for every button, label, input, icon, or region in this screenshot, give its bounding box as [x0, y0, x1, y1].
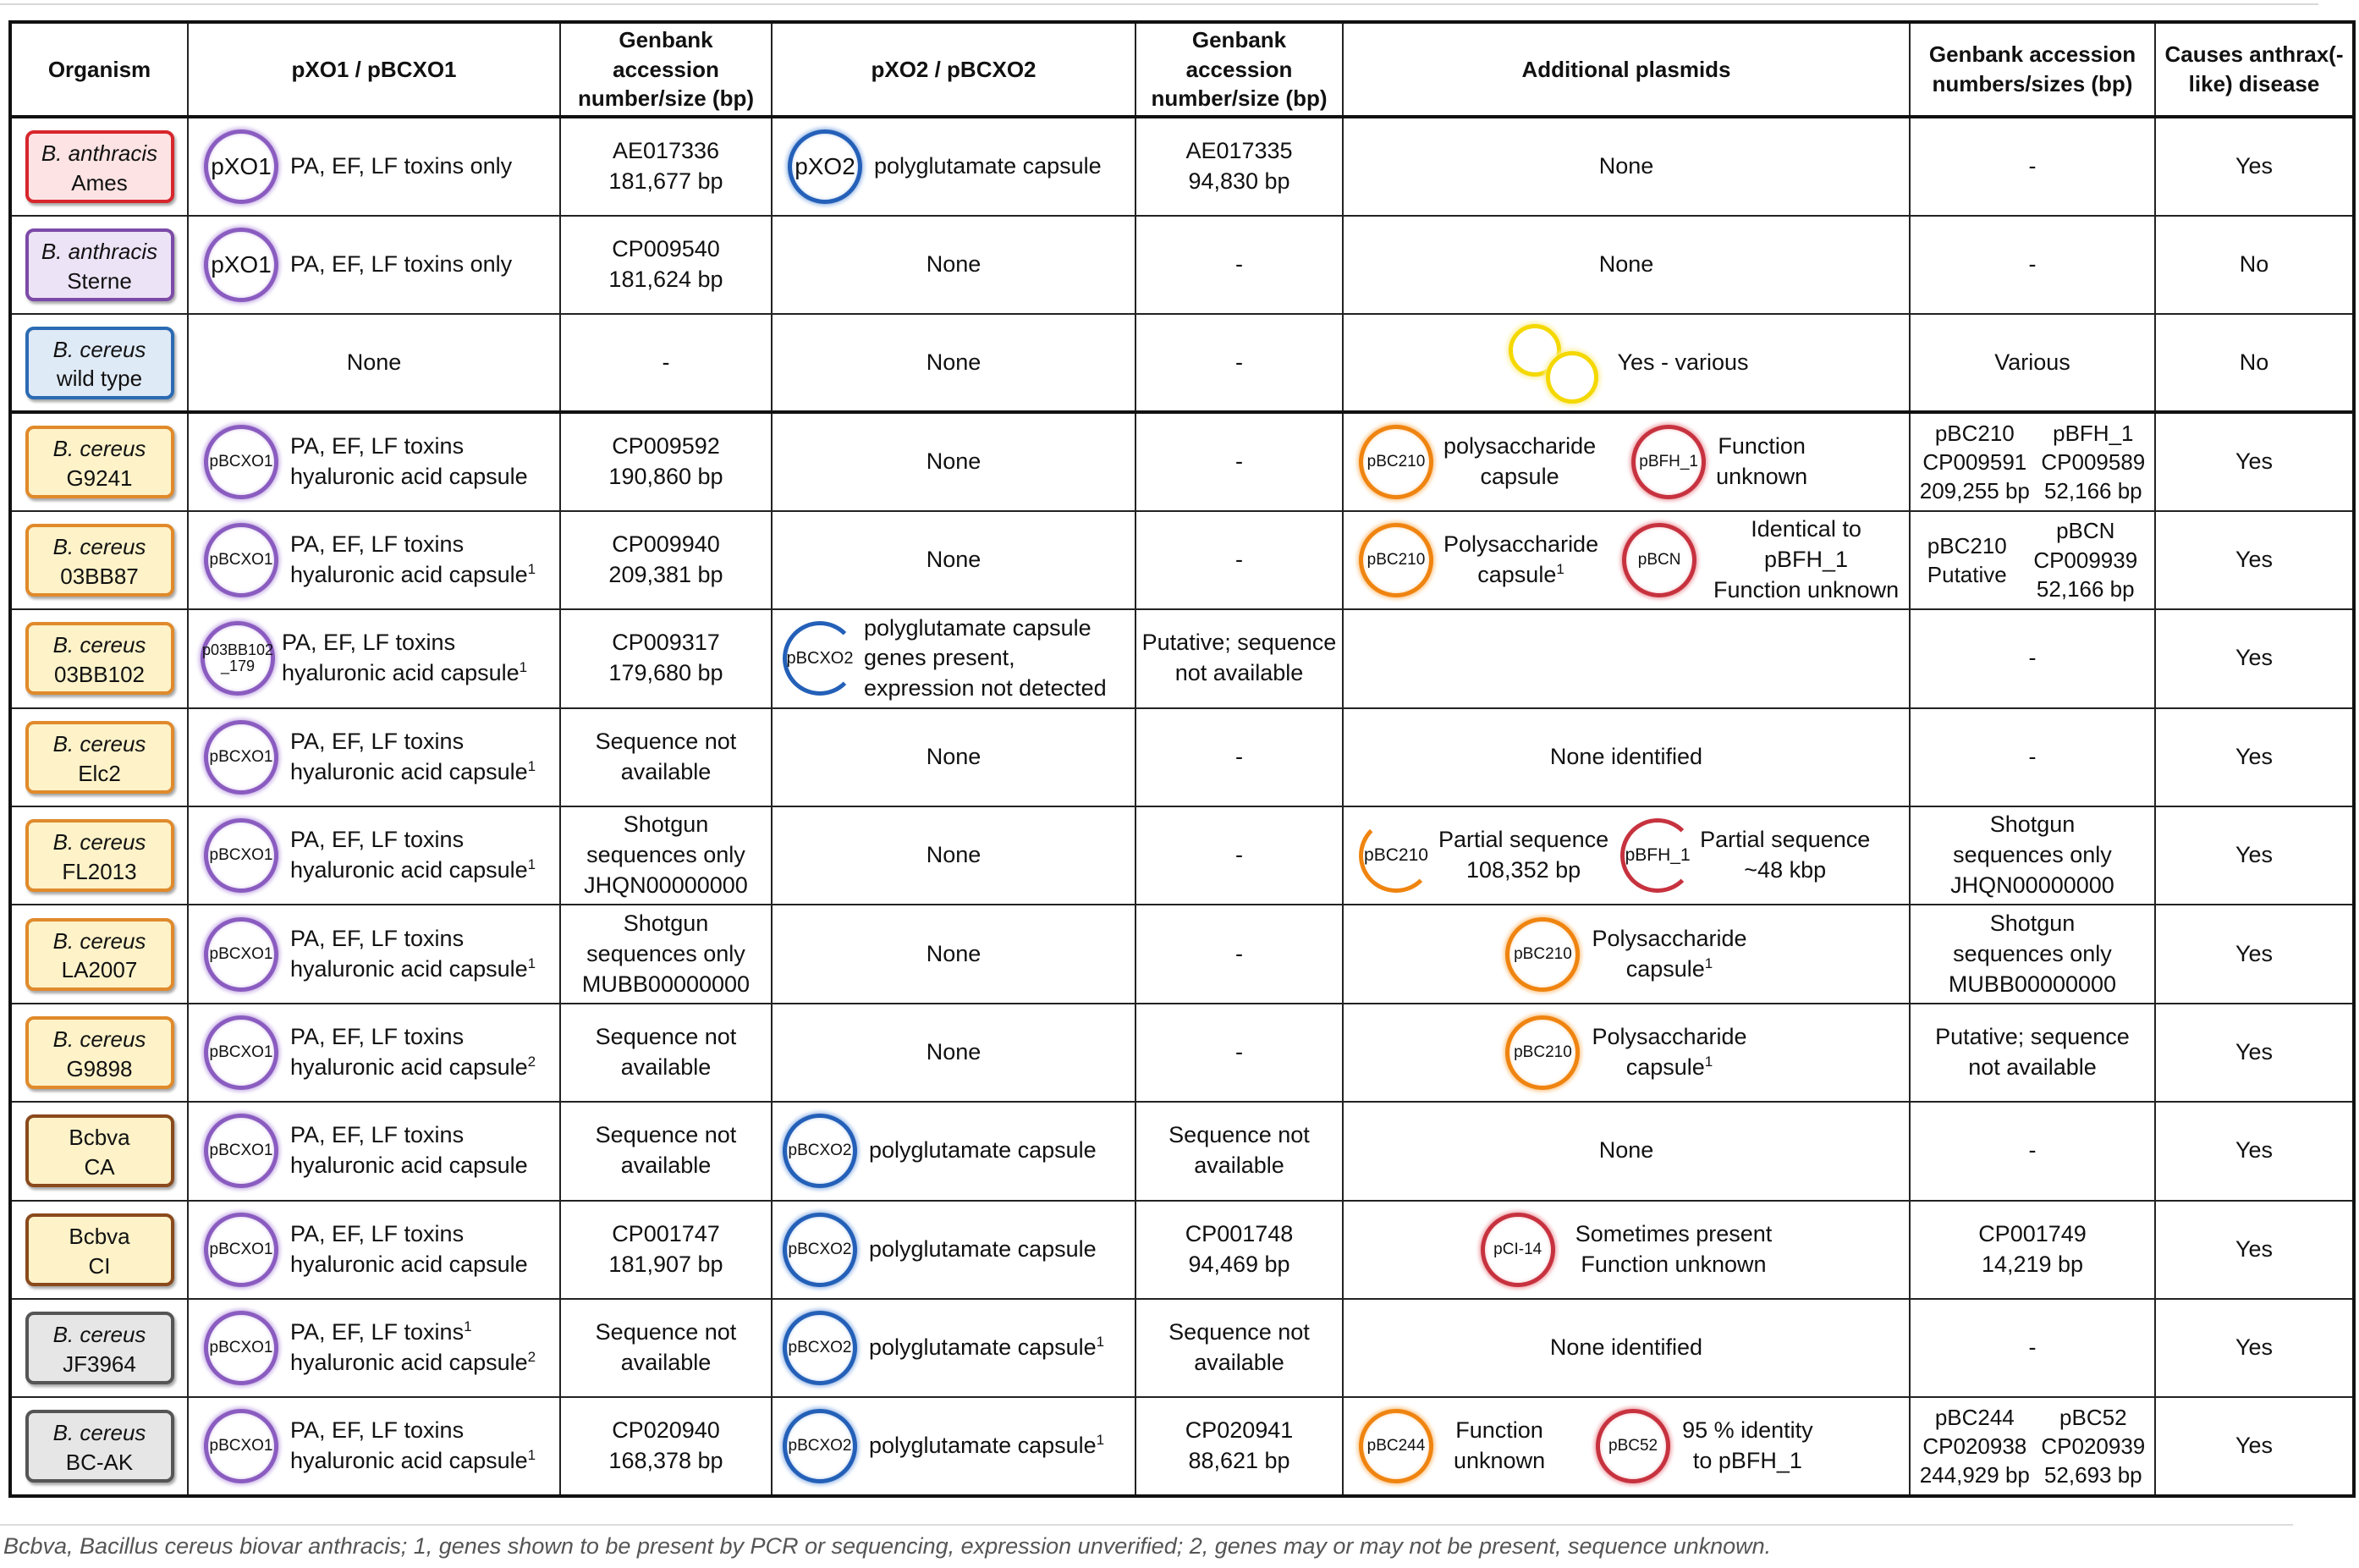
plasmid-circle: pBCXO1: [204, 1311, 278, 1385]
table-cell: No: [2155, 314, 2354, 412]
table-cell: None: [1343, 216, 1910, 314]
table-cell: [10, 216, 188, 314]
organism-badge: B. cereus JF3964: [25, 1312, 174, 1384]
table-row: [10, 1102, 2354, 1200]
table-cell: None: [772, 708, 1136, 806]
table-cell: None: [188, 314, 560, 412]
table-row: [10, 1397, 2354, 1496]
table-cell: pBC244 CP020938 244,929 bp pBC52 CP020939 52,693 bp: [1910, 1397, 2155, 1496]
table-cell: [10, 117, 188, 215]
table-cell: -: [1136, 1004, 1343, 1102]
plasmid-circle: p03BB102 _179: [201, 621, 275, 696]
organism-badge: B. cereus BC-AK: [25, 1410, 174, 1483]
table-cell: Yes: [2155, 1397, 2354, 1496]
table-cell: pXO2 polyglutamate capsule: [772, 117, 1136, 215]
table-cell: -: [1136, 314, 1343, 412]
organism-badge: B. cereus 03BB87: [25, 524, 174, 597]
table-cell: [10, 1299, 188, 1397]
organism-badge: Bcbva CA: [25, 1114, 174, 1187]
plasmid-circle: pBFH_1: [1620, 818, 1695, 893]
table-cell: Shotgun sequences only JHQN00000000: [1910, 806, 2155, 905]
table-cell: Yes: [2155, 1299, 2354, 1397]
table-cell: CP020941 88,621 bp: [1136, 1397, 1343, 1496]
table-cell: pBCXO1 PA, EF, LF toxins$^1$ hyaluronic acid capsule$^2$: [188, 1299, 560, 1397]
plasmid-circle: pBCXO1: [204, 1114, 278, 1188]
plasmid-circle: pBCXO1: [204, 523, 278, 597]
plasmid-circle: pBC210: [1359, 523, 1433, 597]
plasmid-circle: pBCXO1: [204, 917, 278, 992]
organism-badge: B. cereus LA2007: [25, 918, 174, 991]
header-disease: Causes anthrax(-like) disease: [2155, 22, 2354, 117]
organism-badge: B. anthracis Sterne: [25, 228, 174, 301]
table-cell: No: [2155, 216, 2354, 314]
table-cell: pBCXO1 PA, EF, LF toxins hyaluronic acid capsule: [188, 1201, 560, 1299]
table-row: [10, 314, 2354, 412]
table-cell: pBCXO1 PA, EF, LF toxins hyaluronic acid capsule$^1$: [188, 708, 560, 806]
table-cell: Shotgun sequences only MUBB00000000: [1910, 905, 2155, 1003]
table-row: [10, 511, 2354, 609]
table-cell: CP009592 190,860 bp: [560, 412, 772, 510]
bottom-rule: [0, 1524, 2293, 1526]
table-cell: pBC210 Polysaccharide capsule$^1$: [1343, 905, 1910, 1003]
top-rule: [0, 3, 2318, 5]
table-cell: Yes: [2155, 609, 2354, 707]
header-acc3: Genbank accession numbers/sizes (bp): [1910, 22, 2155, 117]
table-cell: -: [1910, 117, 2155, 215]
table-row: [10, 117, 2354, 215]
plasmid-description: PA, EF, LF toxins only: [290, 152, 513, 179]
table-cell: -: [1136, 412, 1343, 510]
table-cell: [10, 905, 188, 1003]
table-row: [10, 1201, 2354, 1299]
table-row: [10, 1299, 2354, 1397]
plasmid-circle: pBCXO1: [204, 818, 278, 893]
table-cell: pBCXO2 polyglutamate capsule$^1$: [772, 1299, 1136, 1397]
table-footnote: Bcbva, Bacillus cereus biovar anthracis; 1, genes shown to be present by PCR or sequencing, expression unverified; 2, genes may or may not be present, sequence unknown.: [3, 1533, 1772, 1559]
table-cell: [10, 806, 188, 905]
table-cell: pBC210 Polysaccharide capsule$^1$ pBCN Identical to pBFH_1 Function unknown: [1343, 511, 1910, 609]
header-pxo2: pXO2 / pBCXO2: [772, 22, 1136, 117]
plasmid-circle: pBC210: [1359, 818, 1433, 893]
table-cell: CP001749 14,219 bp: [1910, 1201, 2155, 1299]
plasmid-circle: pBC210: [1505, 917, 1580, 992]
table-cell: Sequence not available: [560, 1102, 772, 1200]
table-cell: pBCXO1 PA, EF, LF toxins hyaluronic acid capsule: [188, 1102, 560, 1200]
plasmid-circle: pBCXO2: [783, 1114, 857, 1188]
table-cell: None: [772, 806, 1136, 905]
organism-badge: B. anthracis Ames: [25, 130, 174, 203]
table-cell: pBCXO2 polyglutamate capsule: [772, 1102, 1136, 1200]
table-cell: Sequence not available: [560, 1004, 772, 1102]
table-cell: Sequence not available: [560, 1299, 772, 1397]
table-cell: [10, 412, 188, 510]
table-cell: pBCXO2 polyglutamate capsule genes present, expression not detected: [772, 609, 1136, 707]
header-pxo1: pXO1 / pBCXO1: [188, 22, 560, 117]
table-cell: pCI-14 Sometimes present Function unknown: [1343, 1201, 1910, 1299]
table-row: [10, 806, 2354, 905]
table-cell: [10, 1201, 188, 1299]
table-cell: Yes: [2155, 1004, 2354, 1102]
plasmid-circle: pBCXO2: [783, 1409, 857, 1483]
table-cell: Sequence not available: [1136, 1299, 1343, 1397]
table-cell: Yes: [2155, 117, 2354, 215]
table-cell: CP009540 181,624 bp: [560, 216, 772, 314]
table-row: [10, 412, 2354, 510]
organism-badge: Bcbva CI: [25, 1213, 174, 1286]
plasmid-circle: pBCXO1: [204, 720, 278, 795]
table-cell: -: [1910, 1299, 2155, 1397]
table-cell: pBC210 Polysaccharide capsule$^1$: [1343, 1004, 1910, 1102]
table-cell: pBCXO1 PA, EF, LF toxins hyaluronic acid capsule: [188, 412, 560, 510]
table-cell: None identified: [1343, 708, 1910, 806]
header-acc2: Genbank accession number/size (bp): [1136, 22, 1343, 117]
table-cell: CP001748 94,469 bp: [1136, 1201, 1343, 1299]
table-cell: Yes: [2155, 905, 2354, 1003]
organism-badge: B. cereus 03BB102: [25, 622, 174, 695]
table-cell: None: [772, 412, 1136, 510]
table-cell: Yes: [2155, 1102, 2354, 1200]
table-cell: -: [1136, 708, 1343, 806]
header-organism: Organism: [10, 22, 188, 117]
table-cell: CP009940 209,381 bp: [560, 511, 772, 609]
plasmid-comparison-table: [8, 20, 2356, 1498]
table-cell: pXO1 PA, EF, LF toxins only: [188, 216, 560, 314]
plasmid-circle: pBCXO1: [204, 1213, 278, 1287]
table-cell: [10, 1102, 188, 1200]
table-cell: pBC210 polysaccharide capsule pBFH_1 Function unknown: [1343, 412, 1910, 510]
table-cell: p03BB102 _179 PA, EF, LF toxins hyaluronic acid capsule$^1$: [188, 609, 560, 707]
table-row: [10, 216, 2354, 314]
plasmid-circle: pBC210: [1505, 1015, 1580, 1090]
table-cell: Yes: [2155, 806, 2354, 905]
table-cell: pBCXO1 PA, EF, LF toxins hyaluronic acid capsule$^2$: [188, 1004, 560, 1102]
table-cell: None: [772, 905, 1136, 1003]
table-cell: AE017336 181,677 bp: [560, 117, 772, 215]
table-cell: Yes: [2155, 1201, 2354, 1299]
table-cell: -: [1910, 1102, 2155, 1200]
table-cell: Putative; sequence not available: [1136, 609, 1343, 707]
table-cell: -: [560, 314, 772, 412]
plasmid-circle: pBC244: [1359, 1409, 1433, 1483]
plasmid-circle: pBCXO1: [204, 425, 278, 499]
table-cell: [10, 1397, 188, 1496]
table-cell: -: [1136, 216, 1343, 314]
plasmid-circle: pXO2: [788, 129, 862, 204]
table-cell: pBC210 Putative pBCN CP009939 52,166 bp: [1910, 511, 2155, 609]
organism-badge: B. cereus G9898: [25, 1016, 174, 1089]
table-cell: pBC210 Partial sequence 108,352 bp pBFH_1 Partial sequence ~48 kbp: [1343, 806, 1910, 905]
table-cell: Yes - various: [1343, 314, 1910, 412]
organism-badge: B. cereus G9241: [25, 426, 174, 498]
plasmid-circle: pBC52: [1596, 1409, 1670, 1483]
table-cell: pBCXO2 polyglutamate capsule: [772, 1201, 1136, 1299]
table-cell: [10, 609, 188, 707]
table-cell: [10, 1004, 188, 1102]
header-row: [10, 22, 2354, 117]
table-row: [10, 1004, 2354, 1102]
table-cell: None: [1343, 117, 1910, 215]
table-cell: -: [1136, 511, 1343, 609]
table-cell: [188, 117, 560, 215]
plasmid-circle: pBCXO2: [783, 621, 857, 696]
table-cell: CP009317 179,680 bp: [560, 609, 772, 707]
table-cell: None: [772, 511, 1136, 609]
plasmid-circle: pBCXO2: [783, 1311, 857, 1385]
organism-badge: B. cereus FL2013: [25, 819, 174, 892]
table-cell: -: [1910, 609, 2155, 707]
table-cell: -: [1910, 216, 2155, 314]
table-cell: -: [1136, 806, 1343, 905]
table-cell: None: [1343, 1102, 1910, 1200]
table-cell: pBCXO1 PA, EF, LF toxins hyaluronic acid capsule$^1$: [188, 806, 560, 905]
table-cell: Various: [1910, 314, 2155, 412]
header-additional: Additional plasmids: [1343, 22, 1910, 117]
table-cell: AE017335 94,830 bp: [1136, 117, 1343, 215]
plasmid-circle: pBFH_1: [1631, 425, 1706, 499]
plasmid-circle: pCI-14: [1481, 1213, 1555, 1287]
table-cell: None: [772, 1004, 1136, 1102]
table-cell: pBCXO1 PA, EF, LF toxins hyaluronic acid capsule$^1$: [188, 905, 560, 1003]
table-cell: None identified: [1343, 1299, 1910, 1397]
organism-badge: B. cereus Elc2: [25, 721, 174, 794]
plasmid-circle: pBCXO1: [204, 1015, 278, 1090]
table-row: [10, 609, 2354, 707]
table-cell: Yes: [2155, 412, 2354, 510]
organism-badge: B. cereus wild type: [25, 327, 174, 399]
table-cell: [1343, 609, 1910, 707]
table-cell: CP001747 181,907 bp: [560, 1201, 772, 1299]
table-cell: [10, 314, 188, 412]
plasmid-circle: pBCXO1: [204, 1409, 278, 1483]
table-cell: Sequence not available: [560, 708, 772, 806]
table-cell: pBC210 CP009591 209,255 bp pBFH_1 CP009589 52,166 bp: [1910, 412, 2155, 510]
table-cell: Putative; sequence not available: [1910, 1004, 2155, 1102]
plasmid-circle: pXO1: [204, 228, 278, 302]
table-cell: pBCXO1 PA, EF, LF toxins hyaluronic acid capsule$^1$: [188, 511, 560, 609]
plasmid-circle: pBCN: [1622, 523, 1696, 597]
table-cell: pBCXO2 polyglutamate capsule$^1$: [772, 1397, 1136, 1496]
table-cell: [10, 511, 188, 609]
table-cell: Yes: [2155, 511, 2354, 609]
table-cell: -: [1910, 708, 2155, 806]
table-cell: Yes: [2155, 708, 2354, 806]
table-cell: CP020940 168,378 bp: [560, 1397, 772, 1496]
table-cell: Shotgun sequences only MUBB00000000: [560, 905, 772, 1003]
various-plasmids-icon: [1504, 321, 1605, 405]
table-cell: None: [772, 216, 1136, 314]
table-cell: None: [772, 314, 1136, 412]
table-cell: Shotgun sequences only JHQN00000000: [560, 806, 772, 905]
table-cell: [10, 708, 188, 806]
header-acc1: Genbank accession number/size (bp): [560, 22, 772, 117]
table-cell: pBC244 Function unknown pBC52 95 % identity to pBFH_1: [1343, 1397, 1910, 1496]
plasmid-circle: pBCXO2: [783, 1213, 857, 1287]
table-cell: -: [1136, 905, 1343, 1003]
plasmid-circle: pBC210: [1359, 425, 1433, 499]
table-cell: Sequence not available: [1136, 1102, 1343, 1200]
table-row: [10, 905, 2354, 1003]
table-row: [10, 708, 2354, 806]
table-cell: pBCXO1 PA, EF, LF toxins hyaluronic acid capsule$^1$: [188, 1397, 560, 1496]
plasmid-circle: pXO1: [204, 129, 278, 204]
